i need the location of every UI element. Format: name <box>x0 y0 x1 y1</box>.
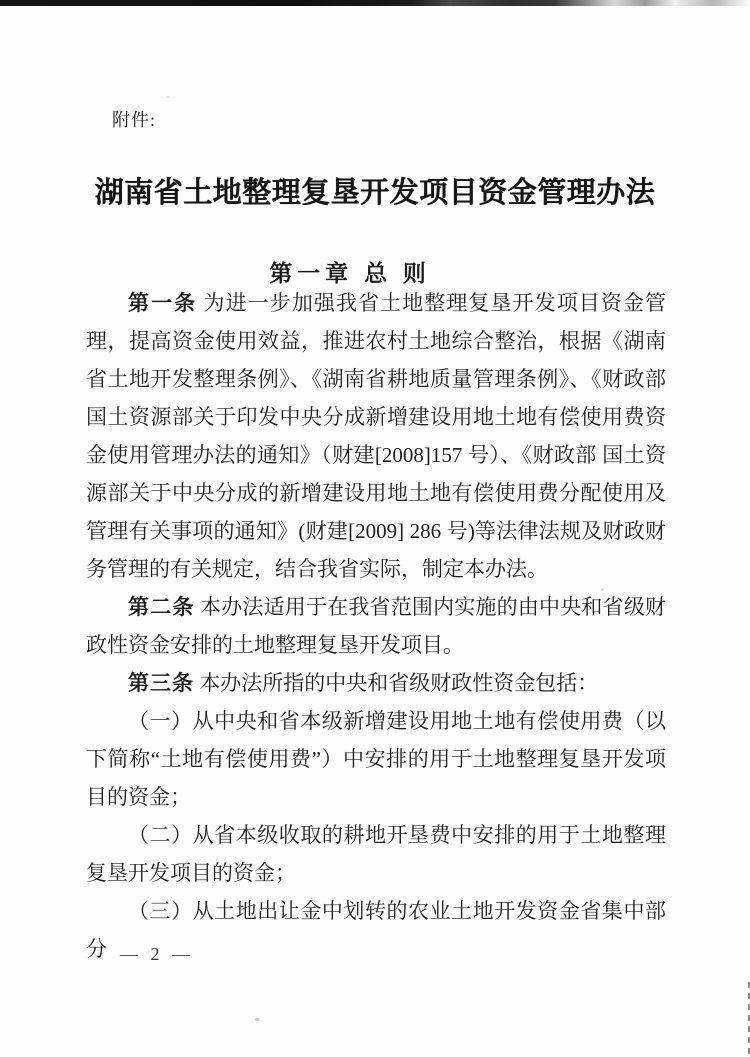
paragraph: 第一条 为进一步加强我省土地整理复垦开发项目资金管理，提高资金使用效益，推进农村土地综合整治，根据《湖南省土地开发整理条例》、《湖南省耕地质量管理条例》、《财政部 国土资源部关于印发中央分成新增建设用地土地有偿使用费资金使用管理办法的通知》（财建[2008]157 号）、《财政部 国土资源部关于中央分成的新增建设用地土地有偿使用费分配使用及管理有关事项的通知》(财建[2009] 286 号)等法律法规及财政财务管理的有关规定，结合我省实际，制定本办法。 <box>86 291 666 581</box>
attachment-label: 附件: <box>112 110 157 130</box>
document-body <box>86 284 666 968</box>
paragraph: 第二条 本办法适用于在我省范围内实施的由中央和省级财政性资金安排的土地整理复垦开发项目。 <box>86 595 667 657</box>
scan-speck <box>255 1018 260 1021</box>
article-number: 第一条 <box>128 291 198 315</box>
article-number: 第二条 <box>128 595 195 619</box>
paragraph: 第三条 本办法所指的中央和省级财政性资金包括： <box>128 671 599 695</box>
article-number: 第三条 <box>128 671 194 695</box>
paragraph: （三）从土地出让金中划转的农业土地开发资金省集中部分 <box>86 899 666 961</box>
document-title: 湖南省土地整理复垦开发项目资金管理办法 <box>94 177 656 209</box>
chapter-heading: 第一章 总 则 <box>269 261 431 286</box>
paragraph: （一）从中央和省本级新增建设用地土地有偿使用费（以下简称“土地有偿使用费”）中安排的用于土地整理复垦开发项目的资金； <box>86 709 666 809</box>
scan-top-edge-artifact <box>0 0 750 6</box>
scan-speck <box>166 96 170 98</box>
paragraph: （二）从省本级收取的耕地开垦费中安排的用于土地整理复垦开发项目的资金； <box>86 823 666 885</box>
page-number: — 2 — <box>120 944 194 964</box>
